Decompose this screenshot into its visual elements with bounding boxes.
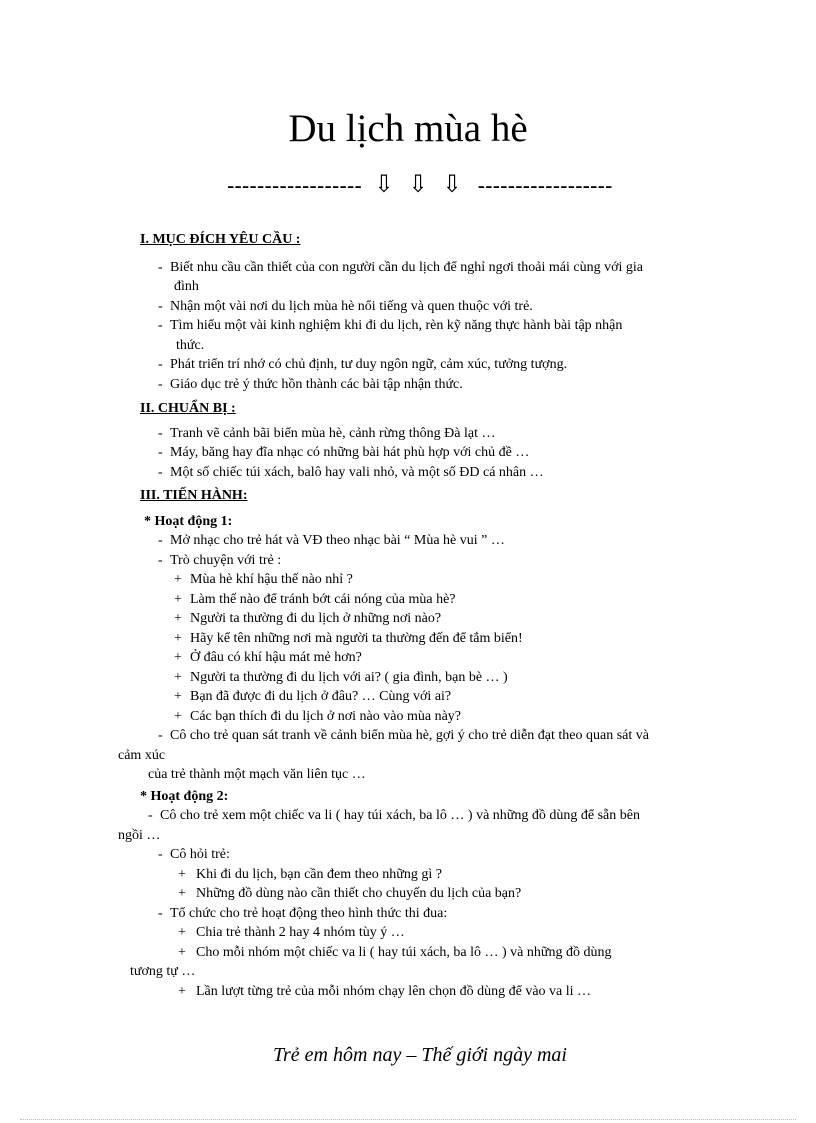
list-item: - Tranh vẽ cảnh bãi biển mùa hè, cảnh rừng thông Đà lạt … <box>156 424 718 444</box>
list-item-continuation: thức. <box>176 337 205 353</box>
question-item: + Người ta thường đi du lịch ở những nơi nào? <box>174 609 718 629</box>
list-item <box>156 355 718 375</box>
activity-1-step: - Trò chuyện với trẻ : <box>156 551 718 571</box>
question-item: + Hãy kể tên những nơi mà người ta thường đến để tắm biển! <box>174 629 718 649</box>
game-step-wrap: tương tự … <box>130 964 196 979</box>
list-item: - Một số chiếc túi xách, balô hay vali nhỏ, và một số ĐD cá nhân … <box>156 463 718 483</box>
list-item-text: Giáo dục trẻ ý thức hồn thành các bài tập nhận thức. <box>170 376 463 392</box>
list-item-continuation: đình <box>174 279 199 294</box>
question-item: + Khi đi du lịch, bạn cần đem theo những gì ? <box>178 865 718 885</box>
document-body <box>118 230 718 1001</box>
activity-2-step: - Tổ chức cho trẻ hoạt động theo hình thức thi đua: <box>156 904 718 924</box>
section-heading-procedure: III. TIẾN HÀNH: <box>140 488 248 503</box>
page-bottom-edge <box>20 1119 796 1120</box>
question-item: + Những đồ dùng nào cần thiết cho chuyến du lịch của bạn? <box>178 884 718 904</box>
list-item <box>156 316 718 355</box>
activity-1-step: - Mở nhạc cho trẻ hát và VĐ theo nhạc bài “ Mùa hè vui ” … <box>156 531 718 551</box>
page-footer: Trẻ em hôm nay – Thế giới ngày mai <box>273 1044 567 1066</box>
game-step: + Lần lượt từng trẻ của mỗi nhóm chạy lên chọn đồ dùng để vào va li … <box>178 982 718 1002</box>
down-arrow-icons: ⇩ ⇩ ⇩ <box>373 172 467 198</box>
question-item: + Người ta thường đi du lịch với ai? ( gia đình, bạn bè … ) <box>174 668 718 688</box>
divider-left-dashes: ------------------ <box>227 173 363 197</box>
activity-2-step: - Cô cho trẻ xem một chiếc va li ( hay túi xách, ba lô … ) và những đồ dùng để sẵn bên <box>146 806 718 826</box>
activity-1-label: * Hoạt động 1: <box>144 513 233 529</box>
question-item: + Các bạn thích đi du lịch ở nơi nào vào mùa này? <box>174 707 718 727</box>
list-item <box>156 297 718 317</box>
list-item: - Máy, băng hay đĩa nhạc có những bài hát phù hợp với chủ đề … <box>156 443 718 463</box>
game-step: + Cho mỗi nhóm một chiếc va li ( hay túi xách, ba lô … ) và những đồ dùng <box>178 943 718 963</box>
activity-1-step-wrap: của trẻ thành một mạch văn liên tục … <box>148 767 366 782</box>
section-heading-objectives: I. MỤC ĐÍCH YÊU CẦU : <box>140 232 301 247</box>
list-item-text: Phát triển trí nhớ có chủ định, tư duy ngôn ngữ, cảm xúc, tưởng tượng. <box>170 357 568 372</box>
question-item: + Ở đâu có khí hậu mát mẻ hơn? <box>174 648 718 668</box>
list-item-text: Nhận một vài nơi du lịch mùa hè nổi tiếng và quen thuộc với trẻ. <box>170 298 533 314</box>
divider-right-dashes: ------------------ <box>477 173 613 197</box>
objectives-list <box>156 258 718 395</box>
activity-1-step-wrap: cảm xúc <box>118 747 166 763</box>
list-item <box>156 375 718 395</box>
activity-2-step-wrap: ngồi … <box>118 827 161 843</box>
section-heading-preparation: II. CHUẨN BỊ : <box>140 401 236 416</box>
preparation-list <box>156 424 718 483</box>
title-divider <box>0 170 816 199</box>
list-item-text: Tìm hiểu một vài kinh nghiệm khi đi du lịch, rèn kỹ năng thực hành bài tập nhận <box>170 318 623 333</box>
activity-2-step: - Cô hỏi trẻ: <box>156 845 718 865</box>
question-item: + Mùa hè khí hậu thế nào nhỉ ? <box>174 570 718 590</box>
question-item: + Làm thế nào để tránh bớt cái nóng của mùa hè? <box>174 590 718 610</box>
activity-1-step: - Cô cho trẻ quan sát tranh về cảnh biển mùa hè, gợi ý cho trẻ diễn đạt theo quan sát và <box>156 726 718 746</box>
game-step: + Chia trẻ thành 2 hay 4 nhóm tùy ý … <box>178 923 718 943</box>
page-title: Du lịch mùa hè <box>288 107 528 150</box>
activity-2-label: * Hoạt động 2: <box>140 788 229 804</box>
question-item: + Bạn đã được đi du lịch ở đâu? … Cùng với ai? <box>174 687 718 707</box>
list-item <box>156 258 718 297</box>
list-item-text: Biết nhu cầu cần thiết của con người cần du lịch để nghỉ ngơi thoải mái cùng với gia <box>170 259 644 275</box>
